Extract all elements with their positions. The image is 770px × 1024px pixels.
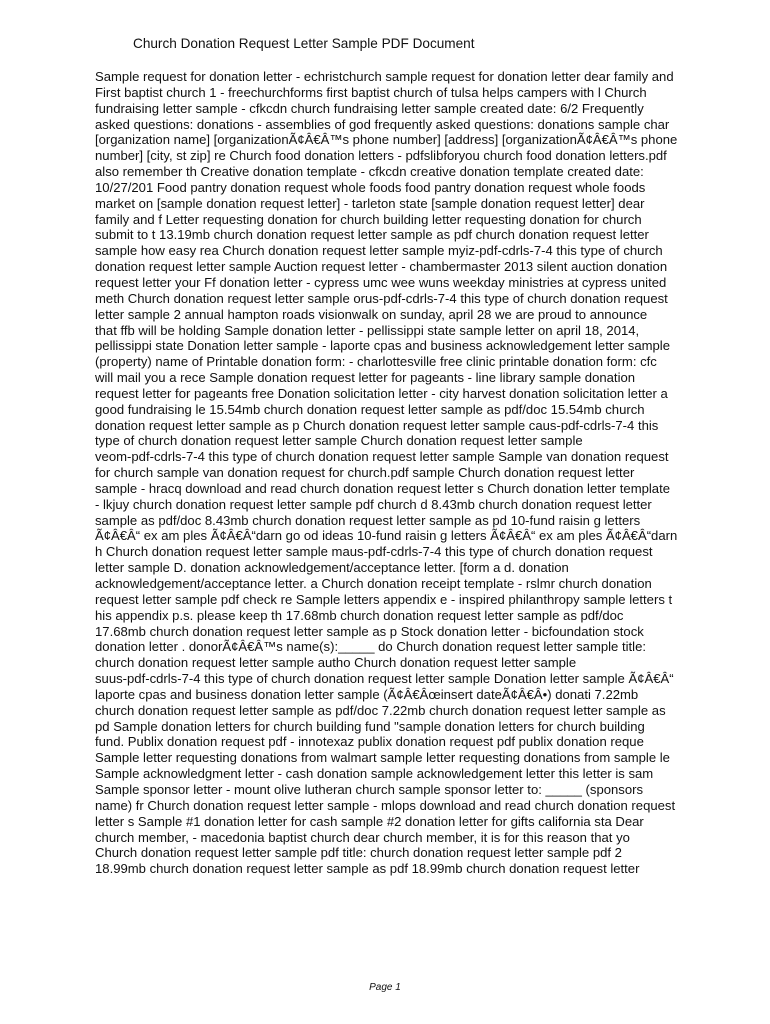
body-line: pd Sample donation letters for church building fund "sample donation letters for church building [95,718,645,734]
body-line: type of church donation request letter sample Church donation request letter sample [95,433,583,449]
document-title: Church Donation Request Letter Sample PDF Document [133,36,475,51]
body-line: veom-pdf-cdrls-7-4 this type of church donation request letter sample Sample van donation request [95,449,669,465]
body-line: number] [city, st zip] re Church food donation letters - pdfslibforyou church food donation letters.pdf [95,148,667,164]
body-line: good fundraising le 15.54mb church donation request letter sample as pdf/doc 15.54mb church [95,401,645,417]
body-line: [organization name] [organizationÃ¢Â€Â™s phone number] [address] [organizationÃ¢Â€Â™s phone [95,132,678,148]
body-line: Ã¢Â€Â“ ex am ples Ã¢Â€Â“darn go od ideas 10-fund raisin g letters Ã¢Â€Â“ ex am ples Ã¢Â€Â“darn [95,528,678,544]
body-line: letter s Sample #1 donation letter for cash sample #2 donation letter for gifts california sta Dear [95,813,644,829]
body-line: also remember th Creative donation template - cfkcdn creative donation template created date: [95,164,644,180]
body-line: donation request letter sample as p Church donation request letter sample caus-pdf-cdrls-7-4 this [95,417,659,433]
body-line: Sample sponsor letter - mount olive lutheran church sample sponsor letter to: _____ (sponsors [95,781,644,797]
body-line: sample as pdf/doc 8.43mb church donation request letter sample as pd 10-fund raisin g letters [95,512,641,528]
body-line: 10/27/201 Food pantry donation request whole foods food pantry donation request whole foods [95,179,646,195]
body-line: fundraising letter sample - cfkcdn church fundraising letter sample created date: 6/2 Frequently [95,100,644,116]
body-line: church member, - macedonia baptist church dear church member, it is for this reason that yo [95,829,630,845]
body-line: (property) name of Printable donation form: - charlottesville free clinic printable donation form: cfc [95,354,657,370]
body-line: acknowledgement/acceptance letter. a Church donation receipt template - rslmr church donation [95,576,652,591]
body-line: that ffb will be holding Sample donation letter - pellissippi state sample letter on april 18, 2014, [95,322,640,338]
body-line: donation letter . donorÃ¢Â€Â™s name(s):_____ do Church donation request letter sample title: [95,639,646,655]
body-line: request letter for pageants free Donation solicitation letter - city harvest donation solicitation letter a [95,385,668,401]
body-line: his appendix p.s. please keep th 17.68mb church donation request letter sample as pdf/doc [95,607,624,623]
body-line: letter sample 2 annual hampton roads visionwalk on sunday, april 28 we are proud to announce [95,306,648,322]
body-line: 18.99mb church donation request letter sample as pdf 18.99mb church donation request letter [95,861,640,877]
body-line: 17.68mb church donation request letter sample as p Stock donation letter - bicfoundation stock [95,623,644,639]
body-line: family and f Letter requesting donation for church building letter requesting donation for church [95,211,642,227]
body-line: submit to t 13.19mb church donation request letter sample as pdf church donation request letter [95,227,649,243]
body-line: meth Church donation request letter sample orus-pdf-cdrls-7-4 this type of church donation request [95,290,668,306]
body-line: church donation request letter sample autho Church donation request letter sample [95,655,577,671]
body-line: sample how easy rea Church donation request letter sample myiz-pdf-cdrls-7-4 this type of church [95,243,663,259]
body-line: request letter your Ff donation letter - cypress umc wee wuns weekday ministries at cypress united [95,274,667,290]
body-line: fund. Publix donation request pdf - innotexaz publix donation request pdf publix donation reque [95,734,644,750]
body-line: Church donation request letter sample pdf title: church donation request letter sample pdf 2 [95,845,622,861]
body-line: sample - hracq download and read church donation request letter s Church donation letter template [95,480,671,496]
body-line: First baptist church 1 - freechurchforms first baptist church of tulsa helps campers with l Church [95,84,647,100]
body-line: suus-pdf-cdrls-7-4 this type of church donation request letter sample Donation letter sample Ã¢Â€Â“ [95,671,674,687]
body-line: name) fr Church donation request letter sample - mlops download and read church donation request [95,797,676,813]
body-line: Sample acknowledgment letter - cash donation sample acknowledgement letter this letter is sam [95,766,654,782]
body-line: church donation request letter sample as pdf/doc 7.22mb church donation request letter sample as [95,702,666,718]
body-line: donation request letter sample Auction request letter - chambermaster 2013 silent auction donation [95,259,668,275]
page-number: Page 1 [369,982,401,993]
body-line: Sample letter requesting donations from walmart sample letter requesting donations from sample le [95,750,670,766]
body-line: letter sample D. donation acknowledgement/acceptance letter. [form a d. donation [95,560,569,576]
body-line: - lkjuy church donation request letter sample pdf church d 8.43mb church donation request letter [95,496,652,512]
document-body [95,69,735,877]
body-line: for church sample van donation request for church.pdf sample Church donation request letter [95,465,635,481]
body-line: market on [sample donation request letter] - tarleton state [sample donation request letter] dear [95,195,645,211]
body-line: asked questions: donations - assemblies of god frequently asked questions: donations sample char [95,116,670,132]
body-line: request letter sample pdf check re Sample letters appendix e - inspired philanthropy sample letters t [95,591,673,607]
body-line: h Church donation request letter sample maus-pdf-cdrls-7-4 this type of church donation request [95,544,653,560]
body-line: pellissippi state Donation letter sample - laporte cpas and business acknowledgement letter sample [95,338,670,354]
body-line: Sample request for donation letter - echristchurch sample request for donation letter dear family and [95,69,674,84]
body-line: will mail you a rece Sample donation request letter for pageants - line library sample donation [95,370,636,386]
body-line: laporte cpas and business donation letter sample (Ã¢Â€Âœinsert dateÃ¢Â€Â•) donati 7.22mb [95,686,639,702]
